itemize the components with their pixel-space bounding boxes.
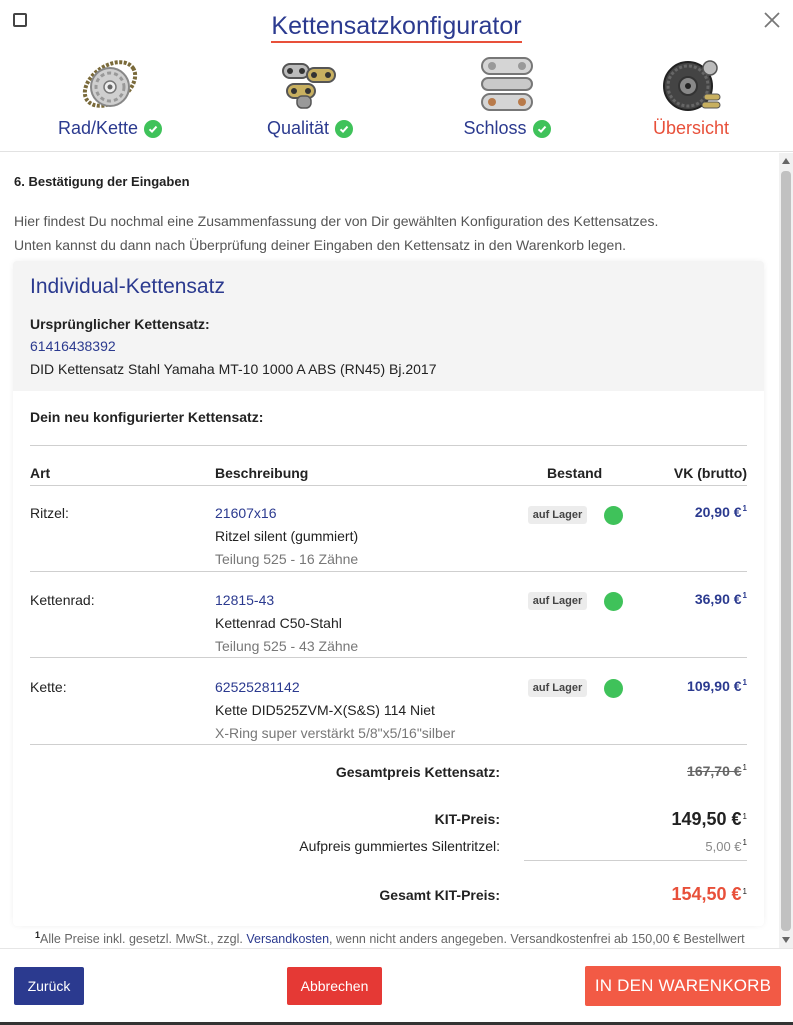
scroll-content bbox=[0, 153, 779, 948]
page-title: Kettensatzkonfigurator bbox=[0, 12, 793, 43]
divider bbox=[30, 485, 747, 486]
chain-links-icon bbox=[277, 54, 343, 114]
cancel-button[interactable]: Abbrechen bbox=[287, 967, 382, 1005]
part-name: Kette DID525ZVM-X(S&S) 114 Niet bbox=[215, 702, 435, 718]
part-number-link[interactable]: 62525281142 bbox=[215, 679, 300, 695]
part-name: Ritzel silent (gummiert) bbox=[215, 528, 359, 544]
scroll-down-arrow-icon[interactable] bbox=[782, 937, 790, 943]
shipping-costs-link[interactable]: Versandkosten bbox=[246, 932, 330, 946]
kit-price-value: 149,50 €$^1$ bbox=[671, 809, 747, 829]
row-price: 20,90 €$^1$ bbox=[694, 504, 747, 520]
card-title: Individual-Kettensatz bbox=[30, 275, 225, 298]
scrollbar-thumb[interactable] bbox=[781, 171, 791, 931]
row-type: Kettenrad: bbox=[30, 592, 95, 608]
divider bbox=[30, 571, 747, 572]
stock-badge: auf Lager bbox=[528, 592, 587, 610]
step-rad-kette[interactable] bbox=[30, 54, 190, 139]
check-icon bbox=[144, 120, 162, 138]
step-label-qualitaet: Qualität bbox=[267, 118, 353, 139]
new-kit-label: Dein neu konfigurierter Kettensatz: bbox=[30, 409, 264, 425]
kit-summary-card bbox=[13, 261, 764, 926]
stock-badge: auf Lager bbox=[528, 506, 587, 524]
part-spec: Teilung 525 - 16 Zähne bbox=[215, 551, 359, 567]
part-spec: X-Ring super verstärkt 5/8"x5/16"silber bbox=[215, 725, 456, 741]
grand-total-value: 154,50 €$^1$ bbox=[671, 884, 747, 904]
row-price: 36,90 €$^1$ bbox=[694, 591, 747, 607]
configurator-header bbox=[0, 0, 793, 152]
part-name: Kettenrad C50-Stahl bbox=[215, 615, 342, 631]
part-spec: Teilung 525 - 43 Zähne bbox=[215, 638, 359, 654]
scrollbar[interactable] bbox=[779, 153, 793, 948]
stock-indicator bbox=[604, 592, 623, 611]
divider bbox=[30, 744, 747, 745]
divider bbox=[524, 860, 747, 861]
add-to-cart-button[interactable]: IN DEN WARENKORB bbox=[585, 966, 781, 1006]
surcharge-value: 5,00 €$^1$ bbox=[705, 837, 747, 854]
col-header-price: VK (brutto) bbox=[673, 465, 747, 481]
kit-price-label: KIT-Preis: bbox=[434, 811, 500, 827]
row-price: 109,90 €$^1$ bbox=[687, 678, 747, 694]
scroll-up-arrow-icon[interactable] bbox=[782, 158, 790, 164]
total-price-label: Gesamtpreis Kettensatz: bbox=[335, 764, 500, 780]
stock-indicator bbox=[604, 679, 623, 698]
intro-line-2: Unten kannst du dann nach Überprüfung deiner Eingaben den Kettensatz in den Warenkorb legen. bbox=[14, 237, 627, 253]
row-type: Kette: bbox=[30, 679, 67, 695]
intro-text bbox=[14, 209, 658, 257]
dialog-footer bbox=[0, 948, 793, 1025]
back-button[interactable]: Zurück bbox=[14, 967, 84, 1005]
original-kit-label: Ursprünglicher Kettensatz: bbox=[30, 316, 210, 332]
step-label-schloss: Schloss bbox=[463, 118, 550, 139]
row-type: Ritzel: bbox=[30, 505, 69, 521]
part-number-link[interactable]: 12815-43 bbox=[215, 592, 275, 608]
divider bbox=[30, 657, 747, 658]
close-icon[interactable] bbox=[761, 9, 783, 31]
step-navigation bbox=[0, 54, 793, 150]
stock-badge: auf Lager bbox=[528, 679, 587, 697]
sprocket-chain-icon bbox=[77, 54, 143, 114]
part-number-link[interactable]: 21607x16 bbox=[215, 505, 277, 521]
original-kit-panel bbox=[13, 261, 764, 391]
total-price-value: 167,70 €$^1$ bbox=[687, 762, 747, 779]
stock-indicator bbox=[604, 506, 623, 525]
divider bbox=[30, 445, 747, 446]
chain-lock-icon bbox=[474, 54, 540, 114]
check-icon bbox=[335, 120, 353, 138]
original-kit-number-link[interactable]: 61416438392 bbox=[30, 338, 116, 354]
intro-line-1: Hier findest Du nochmal eine Zusammenfassung der von Dir gewählten Konfiguration des Kettensatzes. bbox=[14, 213, 659, 229]
check-icon bbox=[533, 120, 551, 138]
col-header-stock: Bestand bbox=[547, 465, 603, 481]
surcharge-label: Aufpreis gummiertes Silentritzel: bbox=[299, 838, 500, 854]
step-uebersicht[interactable] bbox=[611, 54, 771, 139]
step-qualitaet[interactable] bbox=[230, 54, 390, 139]
col-header-type: Art bbox=[30, 465, 51, 481]
price-footnote: $^1$Alle Preise inkl. gesetzl. MwSt., zzgl. Versandkosten, wenn nicht anders angegeben. Versandkostenfrei ab 150,00 € Bestellwert bbox=[35, 929, 745, 946]
step-label-rad-kette: Rad/Kette bbox=[58, 118, 162, 139]
chain-kit-icon bbox=[658, 54, 724, 114]
col-header-description: Beschreibung bbox=[215, 465, 309, 481]
step-label-uebersicht: Übersicht bbox=[652, 118, 730, 138]
original-kit-description: DID Kettensatz Stahl Yamaha MT-10 1000 A ABS (RN45) Bj.2017 bbox=[30, 361, 437, 377]
grand-total-label: Gesamt KIT-Preis: bbox=[379, 887, 500, 903]
step-schloss[interactable] bbox=[427, 54, 587, 139]
section-heading: 6. Bestätigung der Eingaben bbox=[14, 174, 190, 189]
